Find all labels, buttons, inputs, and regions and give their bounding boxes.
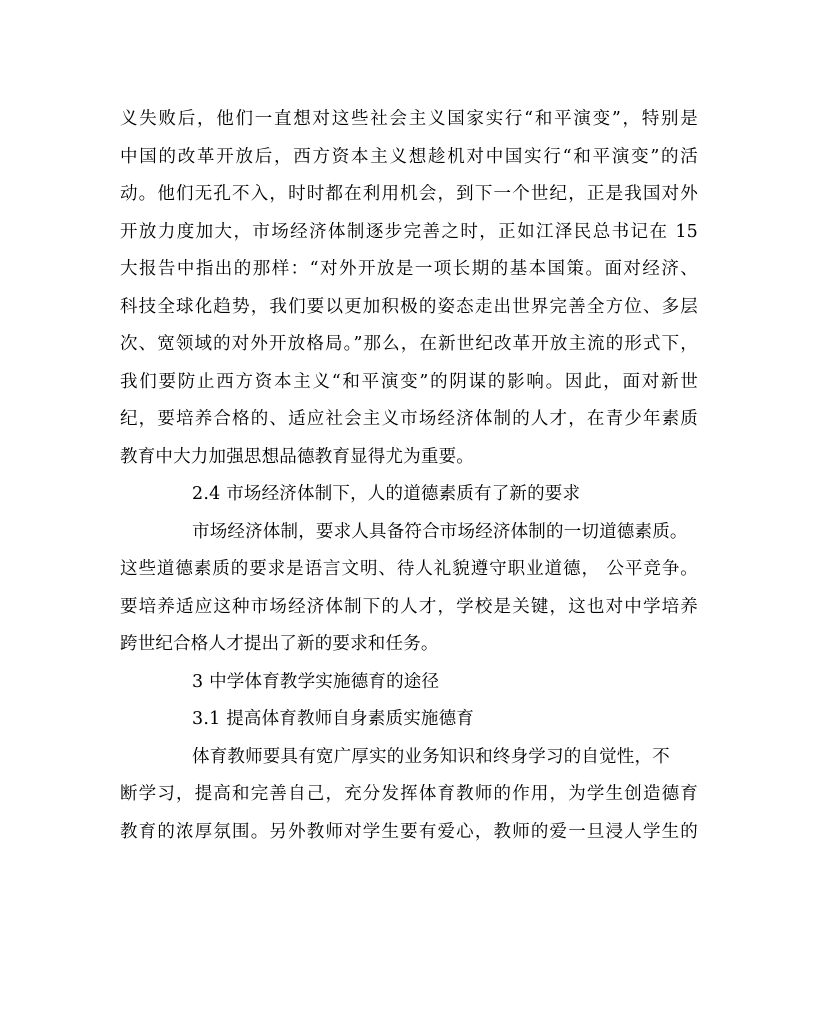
paragraph-line: 纪，要培养合格的、适应社会主义市场经济体制的人才，在青少年素质 — [120, 409, 698, 429]
paragraph-line: 科技全球化趋势，我们要以更加积极的姿态走出世界完善全方位、多层 — [120, 296, 698, 317]
paragraph-line: 断学习，提高和完善自己，充分发挥体育教师的作用，为学生创造德育 — [120, 784, 698, 804]
paragraph-line: 次、宽领域的对外开放格局。”那么，在新世纪改革开放主流的形式下， — [120, 334, 698, 354]
section-heading-3: 3 中学体育教学实施德育的途径 — [192, 671, 440, 692]
paragraph-line: 要培养适应这种市场经济体制下的人才，学校是关键，这也对中学培养 — [120, 596, 698, 617]
paragraph-line: 大报告中指出的那样：“对外开放是一项长期的基本国策。面对经济、 — [120, 259, 698, 279]
section-heading-3-1: 3.1 提高体育教师自身素质实施德育 — [192, 709, 474, 729]
paragraph-line: 这些道德素质的要求是语言文明、待人礼貌遵守职业道德， 公平竞争。 — [120, 559, 698, 579]
paragraph-line: 跨世纪合格人才提出了新的要求和任务。 — [120, 634, 439, 654]
paragraph-line: 市场经济体制，要求人具备符合市场经济体制的一切道德素质。 — [192, 521, 688, 542]
paragraph-line: 体育教师要具有宽广厚实的业务知识和终身学习的自觉性，不 — [192, 746, 670, 767]
paragraph-line: 开放力度加大，市场经济体制逐步完善之时，正如江泽民总书记在 15 — [120, 221, 698, 242]
paragraph-line: 中国的改革开放后，西方资本主义想趁机对中国实行“和平演变”的活 — [120, 146, 698, 167]
paragraph-line: 动。他们无孔不入，时时都在利用机会，到下一个世纪，正是我国对外 — [120, 184, 698, 204]
paragraph-line: 义失败后，他们一直想对这些社会主义国家实行“和平演变”，特别是 — [120, 109, 698, 129]
paragraph-line: 教育的浓厚氛围。另外教师对学生要有爱心，教师的爱一旦浸人学生的 — [120, 821, 698, 842]
section-heading-2-4: 2.4 市场经济体制下，人的道德素质有了新的要求 — [192, 484, 581, 504]
paragraph-line: 我们要防止西方资本主义“和平演变”的阴谋的影响。因此，面对新世 — [120, 371, 698, 392]
paragraph-line: 教育中大力加强思想品德教育显得尤为重要。 — [120, 446, 474, 467]
document-body — [120, 101, 698, 851]
